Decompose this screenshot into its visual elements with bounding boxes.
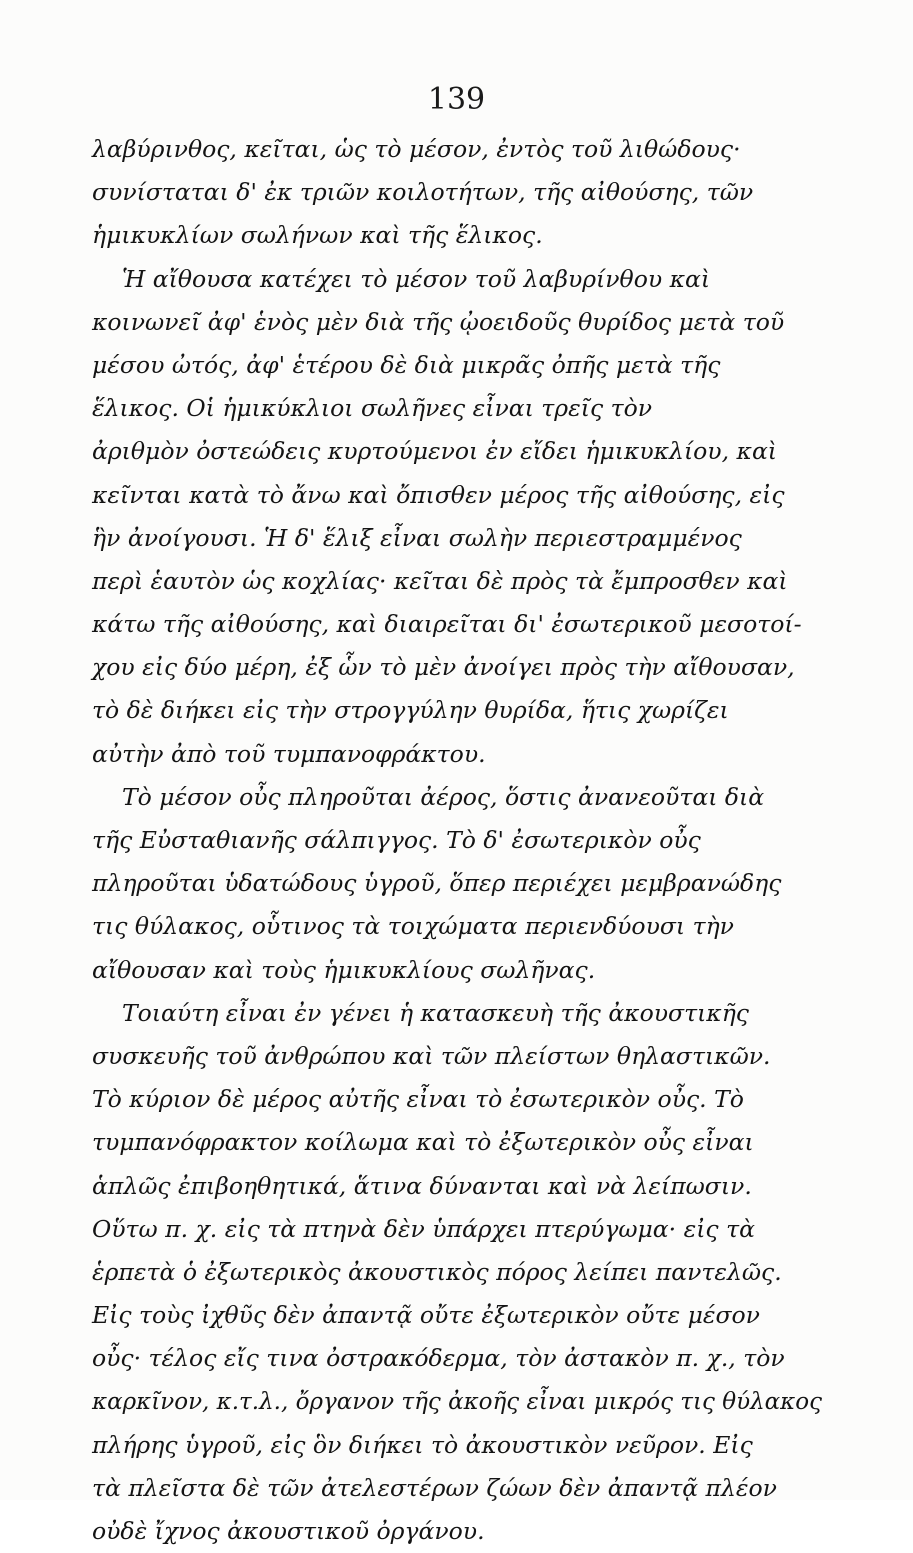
- text-line: ἣν ἀνοίγουσι. Ἡ δ' ἕλιξ εἶναι σωλὴν περιεστραμμένος: [92, 523, 742, 552]
- text-line: ἡμικυκλίων σωλήνων καὶ τῆς ἕλικος.: [92, 221, 543, 250]
- text-line: τῆς Εὐσταθιανῆς σάλπιγγος. Τὸ δ' ἐσωτερικὸν οὖς: [92, 826, 701, 854]
- text-line: τὸ δὲ διήκει εἰς τὴν στρογγύλην θυρίδα, ἥτις χωρίζει: [92, 696, 729, 725]
- text-line: μέσου ὠτός, ἀφ' ἑτέρου δὲ διὰ μικρᾶς ὀπῆς μετὰ τῆς: [92, 350, 721, 379]
- text-line: ἑρπετὰ ὁ ἐξωτερικὸς ἀκουστικὸς πόρος λείπει παντελῶς.: [92, 1257, 782, 1286]
- text-line: κοινωνεῖ ἀφ' ἑνὸς μὲν διὰ τῆς ᾠοειδοῦς θυρίδος μετὰ τοῦ: [92, 307, 785, 336]
- text-line: περὶ ἑαυτὸν ὡς κοχλίας· κεῖται δὲ πρὸς τὰ ἔμπροσθεν καὶ: [92, 566, 788, 595]
- text-line: αἴθουσαν καὶ τοὺς ἡμικυκλίους σωλῆνας.: [92, 955, 596, 984]
- text-line: συσκευῆς τοῦ ἀνθρώπου καὶ τῶν πλείστων θηλαστικῶν.: [92, 1041, 771, 1070]
- body-text: [92, 128, 822, 1553]
- text-line: οὐδὲ ἴχνος ἀκουστικοῦ ὀργάνου.: [92, 1517, 485, 1545]
- text-line: συνίσταται δ' ἐκ τριῶν κοιλοτήτων, τῆς αἰθούσης, τῶν: [92, 178, 754, 207]
- text-line: Εἰς τοὺς ἰχθῦς δὲν ἀπαντᾷ οὔτε ἐξωτερικὸν οὔτε μέσον: [92, 1301, 760, 1330]
- text-line: Οὕτω π. χ. εἰς τὰ πτηνὰ δὲν ὑπάρχει πτερύγωμα· εἰς τὰ: [92, 1214, 755, 1243]
- text-line: ἀριθμὸν ὀστεώδεις κυρτούμενοι ἐν εἴδει ἡμικυκλίου, καὶ: [92, 437, 778, 466]
- text-line: αὐτὴν ἀπὸ τοῦ τυμπανοφράκτου.: [92, 739, 486, 768]
- text-line: τις θύλακος, οὗτινος τὰ τοιχώματα περιενδύουσι τὴν: [92, 912, 734, 941]
- paragraph-start-line: Τοιαύτη εἶναι ἐν γένει ἡ κατασκευὴ τῆς ἀκουστικῆς: [122, 998, 749, 1027]
- text-line: ἁπλῶς ἐπιβοηθητικά, ἅτινα δύνανται καὶ νὰ λείπωσιν.: [92, 1171, 752, 1200]
- text-line: τὰ πλεῖστα δὲ τῶν ἀτελεστέρων ζώων δὲν ἀπαντᾷ πλέον: [92, 1473, 777, 1502]
- text-line: λαβύρινθος, κεῖται, ὡς τὸ μέσον, ἐντὸς τοῦ λιθώδους·: [92, 135, 741, 163]
- text-line: κεῖνται κατὰ τὸ ἄνω καὶ ὄπισθεν μέρος τῆς αἰθούσης, εἰς: [92, 480, 785, 509]
- text-line: κάτω τῆς αἰθούσης, καὶ διαιρεῖται δι' ἐσωτερικοῦ μεσοτοί-: [92, 610, 802, 639]
- text-line: ἕλικος. Οἱ ἡμικύκλιοι σωλῆνες εἶναι τρεῖς τὸν: [92, 394, 653, 423]
- text-line: πλήρης ὑγροῦ, εἰς ὃν διήκει τὸ ἀκουστικὸν νεῦρον. Εἰς: [92, 1430, 753, 1459]
- paragraph-start-line: Ἡ αἴθουσα κατέχει τὸ μέσον τοῦ λαβυρίνθου καὶ: [122, 264, 711, 293]
- text-line: οὖς· τέλος εἴς τινα ὀστρακόδερμα, τὸν ἀστακὸν π. χ., τὸν: [92, 1344, 785, 1373]
- text-line: χου εἰς δύο μέρη, ἐξ ὧν τὸ μὲν ἀνοίγει πρὸς τὴν αἴθουσαν,: [92, 653, 795, 682]
- text-line: πληροῦται ὑδατώδους ὑγροῦ, ὅπερ περιέχει μεμβρανώδης: [92, 869, 782, 898]
- paragraph-start-line: Τὸ μέσον οὖς πληροῦται ἀέρος, ὅστις ἀνανεοῦται διὰ: [122, 782, 765, 811]
- text-line: καρκῖνον, κ.τ.λ., ὄργανον τῆς ἀκοῆς εἶναι μικρός τις θύλακος: [92, 1387, 822, 1416]
- text-line: Τὸ κύριον δὲ μέρος αὐτῆς εἶναι τὸ ἐσωτερικὸν οὖς. Τὸ: [92, 1085, 744, 1114]
- page-number: 139: [427, 82, 486, 117]
- text-line: τυμπανόφρακτον κοίλωμα καὶ τὸ ἐξωτερικὸν οὖς εἶναι: [92, 1128, 754, 1157]
